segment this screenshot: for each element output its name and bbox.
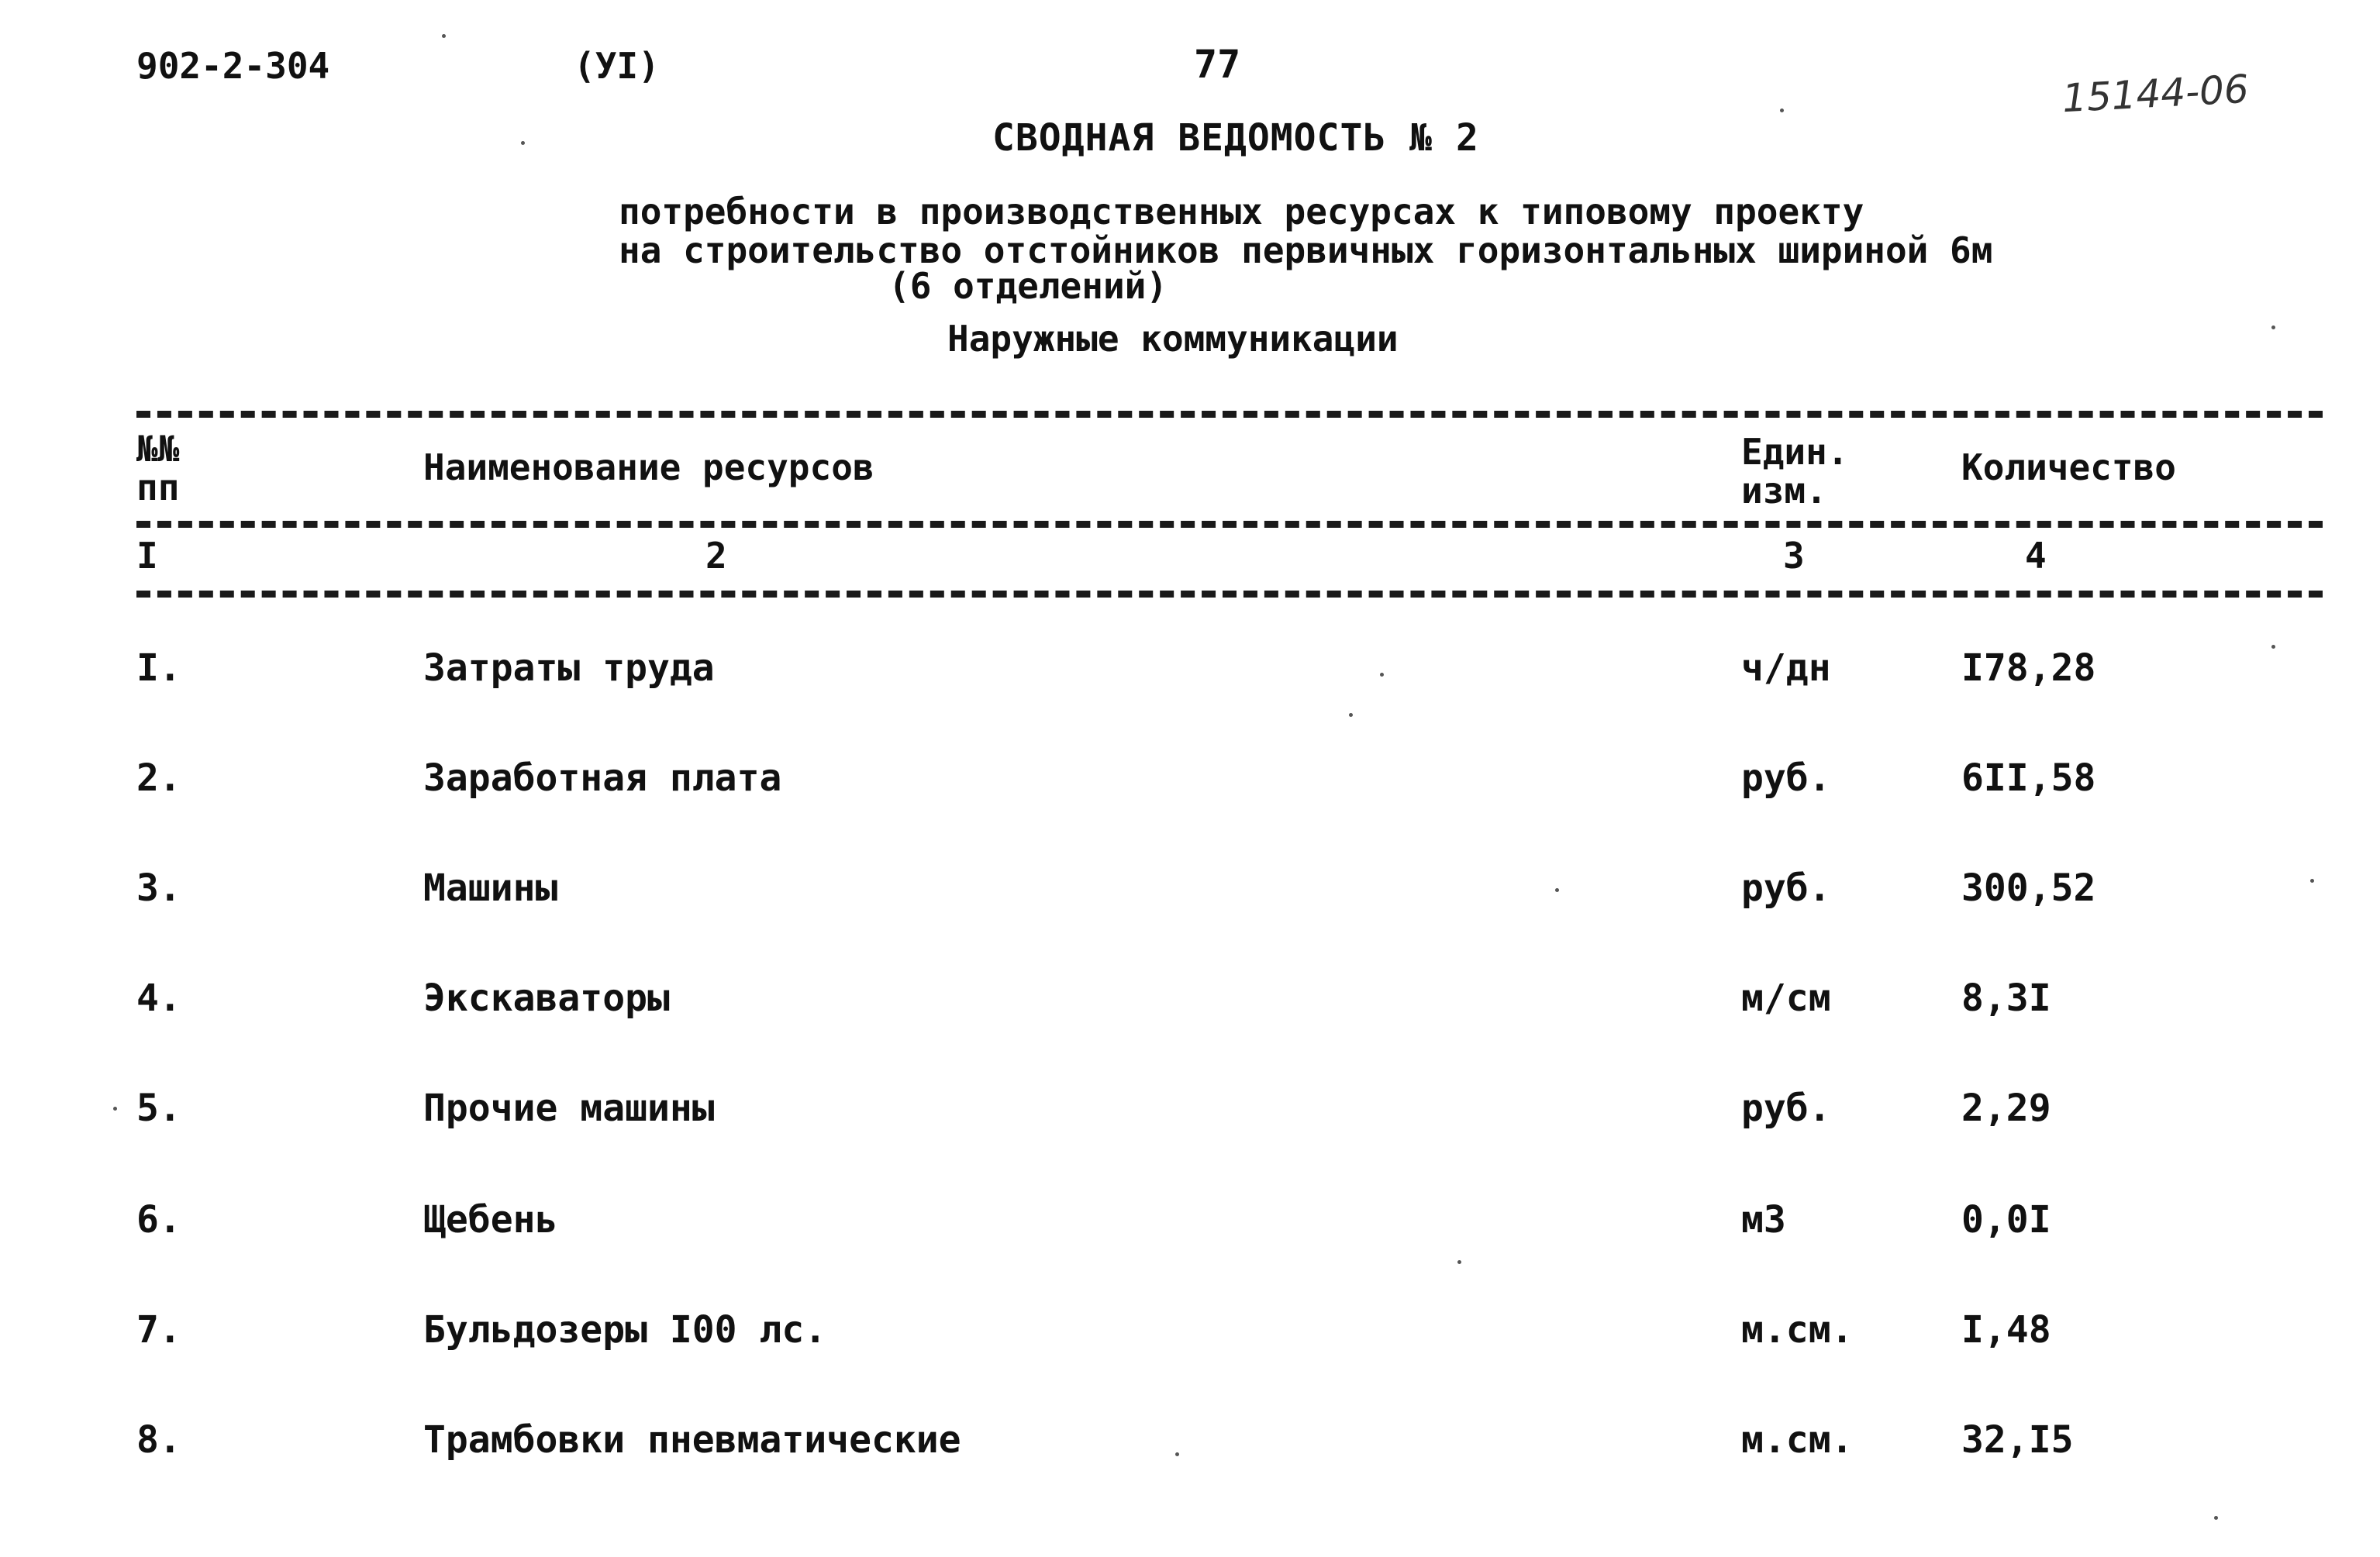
row-quantity: 6II,58 bbox=[1961, 756, 2096, 800]
subtitle-line-3: (6 отделений) bbox=[888, 265, 1168, 307]
row-resource-name: Щебень bbox=[423, 1198, 558, 1242]
row-quantity: I78,28 bbox=[1961, 646, 2096, 690]
scan-speck bbox=[1780, 109, 1784, 112]
scan-speck bbox=[2271, 326, 2275, 329]
row-index: I. bbox=[136, 646, 181, 690]
row-index: 4. bbox=[136, 977, 181, 1020]
row-index: 3. bbox=[136, 866, 181, 910]
row-index: 6. bbox=[136, 1198, 181, 1242]
header-unit-line2: изм. bbox=[1741, 470, 1827, 512]
row-index: 7. bbox=[136, 1308, 181, 1352]
table-row bbox=[0, 866, 2380, 913]
document-code: 902-2-304 bbox=[136, 45, 330, 87]
table-row bbox=[0, 646, 2380, 693]
section-title: Наружные коммуникации bbox=[947, 318, 1399, 360]
table-row bbox=[0, 1308, 2380, 1355]
scan-speck bbox=[2310, 879, 2314, 883]
scan-speck bbox=[1457, 1260, 1461, 1264]
section-number: (УI) bbox=[574, 45, 660, 87]
scan-speck bbox=[113, 1107, 117, 1111]
table-row bbox=[0, 1198, 2380, 1245]
row-unit: м.см. bbox=[1741, 1418, 1854, 1462]
header-unit-line1: Един. bbox=[1741, 431, 1849, 473]
header-number-line1: №№ bbox=[136, 428, 180, 470]
row-index: 8. bbox=[136, 1418, 181, 1462]
table-row bbox=[0, 1087, 2380, 1133]
row-index: 2. bbox=[136, 756, 181, 800]
column-number-1: I bbox=[136, 535, 158, 577]
scan-speck bbox=[1175, 1452, 1179, 1456]
row-resource-name: Затраты труда bbox=[423, 646, 715, 690]
row-unit: руб. bbox=[1741, 1087, 1831, 1130]
column-number-3: 3 bbox=[1783, 535, 1805, 577]
scan-speck bbox=[1555, 888, 1559, 892]
page-number: 77 bbox=[1194, 42, 1241, 87]
handwritten-number: 15144-06 bbox=[2061, 66, 2251, 122]
row-quantity: 32,I5 bbox=[1961, 1418, 2074, 1462]
header-quantity: Количество bbox=[1961, 446, 2176, 488]
row-resource-name: Бульдозеры I00 лс. bbox=[423, 1308, 827, 1352]
row-resource-name: Трамбовки пневматические bbox=[423, 1418, 961, 1462]
table-header-rule bbox=[136, 521, 2323, 528]
header-number-line2: пп bbox=[136, 467, 180, 508]
scan-speck bbox=[442, 34, 446, 38]
row-unit: руб. bbox=[1741, 866, 1831, 910]
subtitle-line-2: на строительство отстойников первичных горизонтальных шириной 6м bbox=[619, 229, 1993, 271]
column-number-4: 4 bbox=[2025, 535, 2047, 577]
row-quantity: I,48 bbox=[1961, 1308, 2051, 1352]
row-unit: м.см. bbox=[1741, 1308, 1854, 1352]
table-row bbox=[0, 1418, 2380, 1465]
table-top-rule bbox=[136, 411, 2323, 418]
table-colnum-rule bbox=[136, 591, 2323, 598]
row-unit: м/см bbox=[1741, 977, 1831, 1020]
row-unit: ч/дн bbox=[1741, 646, 1831, 690]
row-unit: м3 bbox=[1741, 1198, 1786, 1242]
document-title: СВОДНАЯ ВЕДОМОСТЬ № 2 bbox=[992, 116, 1479, 160]
row-resource-name: Экскаваторы bbox=[423, 977, 670, 1020]
row-index: 5. bbox=[136, 1087, 181, 1130]
scan-speck bbox=[2214, 1516, 2218, 1520]
header-resource-name: Наименование ресурсов bbox=[423, 446, 874, 488]
row-quantity: 2,29 bbox=[1961, 1087, 2051, 1130]
scan-speck bbox=[1349, 713, 1353, 717]
scan-speck bbox=[2271, 645, 2275, 649]
table-row bbox=[0, 756, 2380, 803]
row-quantity: 8,3I bbox=[1961, 977, 2051, 1020]
table-row bbox=[0, 977, 2380, 1023]
subtitle-line-1: потребности в производственных ресурсах к типовому проекту bbox=[619, 191, 1864, 233]
row-resource-name: Заработная плата bbox=[423, 756, 782, 800]
row-resource-name: Прочие машины bbox=[423, 1087, 715, 1130]
row-resource-name: Машины bbox=[423, 866, 558, 910]
scan-speck bbox=[521, 141, 525, 145]
row-unit: руб. bbox=[1741, 756, 1831, 800]
row-quantity: 0,0I bbox=[1961, 1198, 2051, 1242]
column-number-2: 2 bbox=[705, 535, 727, 577]
row-quantity: 300,52 bbox=[1961, 866, 2096, 910]
scan-speck bbox=[1380, 673, 1384, 677]
